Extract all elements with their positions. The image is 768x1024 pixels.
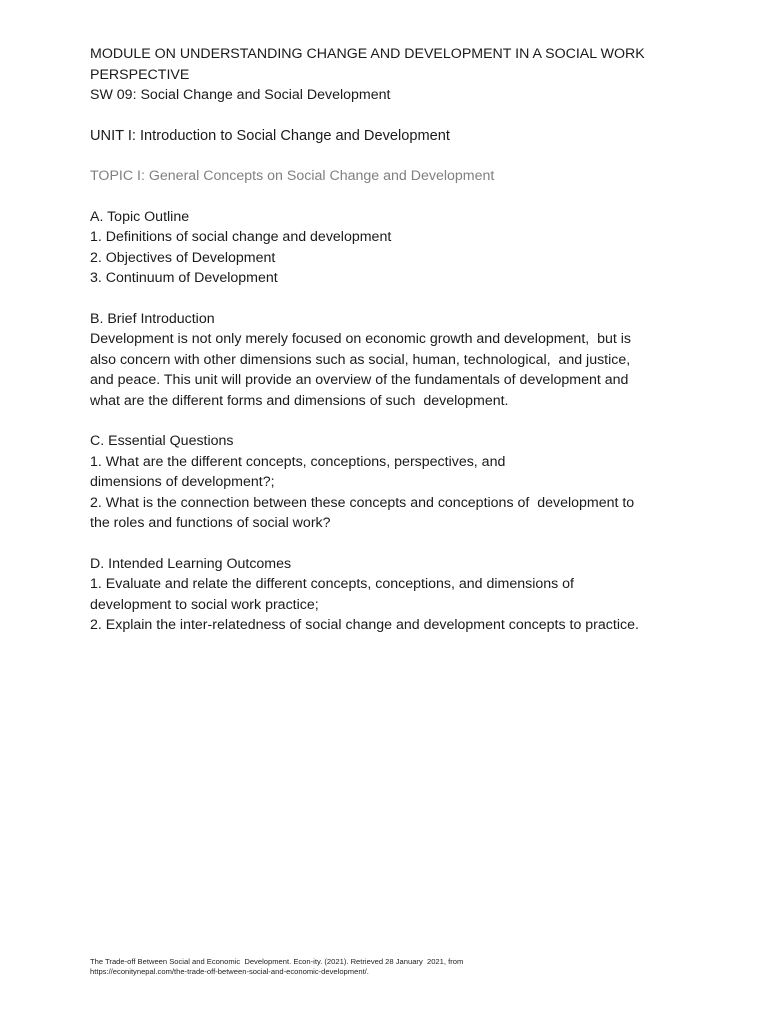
module-title-line1: MODULE ON UNDERSTANDING CHANGE AND DEVELOPMENT IN A SOCIAL WORK (90, 46, 645, 62)
topic-title: TOPIC I: General Concepts on Social Change and Development (90, 168, 495, 184)
paragraph-line: also concern with other dimensions such as social, human, technological, and justice, (90, 351, 631, 368)
footnote-url: https://econitynepal.com/the-trade-off-between-social-and-economic-development/. (90, 967, 369, 976)
document-body (90, 44, 690, 636)
section-essential-questions (90, 431, 690, 534)
paragraph-line: what are the different forms and dimensions of such development. (90, 392, 509, 409)
section-topic-outline (90, 207, 690, 289)
paragraph-line: development to social work practice; (90, 596, 319, 613)
section-heading: B. Brief Introduction (90, 310, 215, 327)
module-header (90, 44, 690, 106)
section-brief-introduction (90, 309, 690, 412)
section-heading: D. Intended Learning Outcomes (90, 555, 292, 572)
list-item: 2. Objectives of Development (90, 249, 276, 266)
section-heading: C. Essential Questions (90, 433, 234, 449)
section-heading: A. Topic Outline (90, 208, 190, 225)
unit-title: UNIT I: Introduction to Social Change and Development (90, 127, 450, 144)
paragraph-line: the roles and functions of social work? (90, 515, 331, 531)
paragraph-line: dimensions of development?; (90, 474, 275, 490)
paragraph-line: Development is not only merely focused on economic growth and development, but is (90, 331, 631, 347)
footnote-line: The Trade-off Between Social and Economic Development. Econ-ity. (2021). Retrieved 28 January 2021, from (90, 957, 464, 966)
course-title: SW 09: Social Change and Social Development (90, 87, 391, 103)
footnote-reference (90, 957, 690, 977)
list-item: 1. Definitions of social change and development (90, 229, 392, 245)
module-title-line2: PERSPECTIVE (90, 66, 190, 83)
list-item: 3. Continuum of Development (90, 270, 278, 286)
section-intended-learning-outcomes (90, 554, 690, 636)
paragraph-line: and peace. This unit will provide an overview of the fundamentals of development and (90, 372, 629, 388)
paragraph-line: 2. What is the connection between these concepts and conceptions of development to (90, 494, 635, 511)
paragraph-line: 1. What are the different concepts, conceptions, perspectives, and (90, 453, 506, 470)
paragraph-line: 2. Explain the inter-relatedness of social change and development concepts to practice. (90, 617, 639, 633)
paragraph-line: 1. Evaluate and relate the different concepts, conceptions, and dimensions of (90, 576, 575, 592)
